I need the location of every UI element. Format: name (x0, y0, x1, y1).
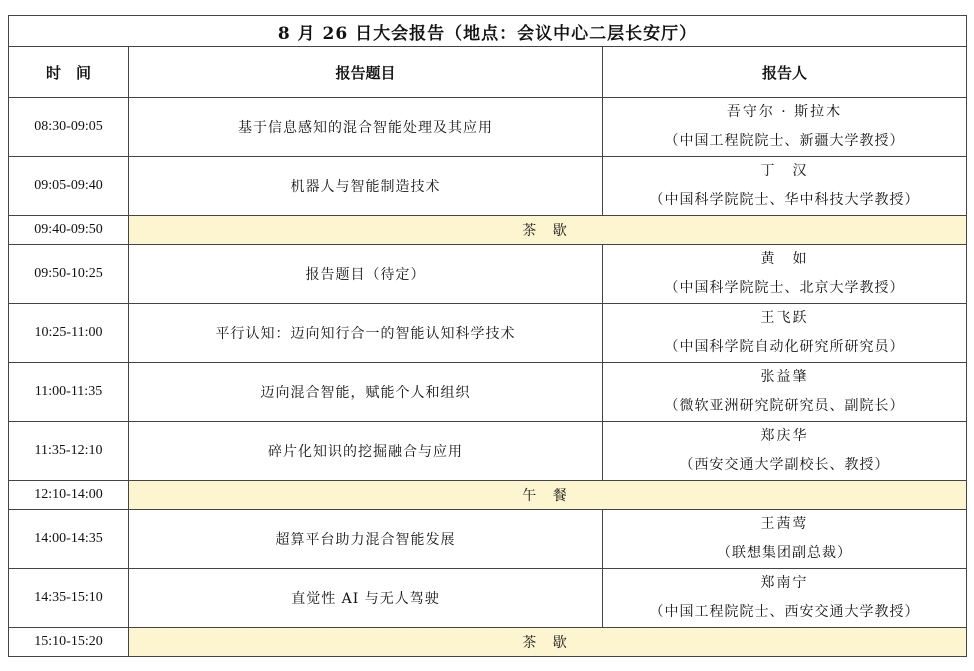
speaker-name: 郑庆华 (760, 428, 809, 444)
time-cell: 08:30-09:05 (9, 98, 129, 157)
speaker-cell (603, 363, 967, 422)
header-time: 时 间 (9, 47, 129, 98)
speaker-cell (603, 569, 967, 628)
topic-cell: 报告题目（待定） (129, 245, 603, 304)
header-topic: 报告题目 (129, 47, 603, 98)
speaker-affiliation: （中国工程院院士、西安交通大学教授） (649, 604, 920, 620)
break-row (9, 216, 967, 245)
header-speaker: 报告人 (603, 47, 967, 98)
time-cell: 09:40-09:50 (9, 216, 129, 245)
time-cell: 14:35-15:10 (9, 569, 129, 628)
speaker-cell (603, 304, 967, 363)
topic-cell: 平行认知：迈向知行合一的智能认知科学技术 (129, 304, 603, 363)
speaker-cell (603, 510, 967, 569)
speaker-affiliation: （中国科学院院士、北京大学教授） (664, 280, 905, 296)
table-row (9, 510, 967, 569)
break-row (9, 628, 967, 657)
speaker-name: 王飞跃 (760, 310, 809, 326)
speaker-name: 王茜莺 (760, 516, 809, 532)
time-cell: 09:50-10:25 (9, 245, 129, 304)
topic-cell: 超算平台助力混合智能发展 (129, 510, 603, 569)
topic-cell: 迈向混合智能，赋能个人和组织 (129, 363, 603, 422)
table-row (9, 569, 967, 628)
topic-cell: 基于信息感知的混合智能处理及其应用 (129, 98, 603, 157)
time-cell: 09:05-09:40 (9, 157, 129, 216)
time-cell: 10:25-11:00 (9, 304, 129, 363)
topic-cell: 碎片化知识的挖掘融合与应用 (129, 422, 603, 481)
time-cell: 11:00-11:35 (9, 363, 129, 422)
speaker-cell (603, 157, 967, 216)
table-row (9, 304, 967, 363)
header-row (9, 47, 967, 98)
speaker-affiliation: （西安交通大学副校长、教授） (679, 457, 890, 473)
table-row (9, 98, 967, 157)
speaker-affiliation: （中国工程院院士、新疆大学教授） (664, 133, 905, 149)
topic-cell: 直觉性 AI 与无人驾驶 (129, 569, 603, 628)
break-label: 茶 歇 (129, 628, 967, 657)
time-cell: 14:00-14:35 (9, 510, 129, 569)
speaker-name: 丁 汉 (760, 163, 809, 179)
speaker-name: 郑南宁 (760, 575, 809, 591)
schedule-table (8, 15, 967, 657)
speaker-affiliation: （联想集团副总裁） (717, 545, 852, 561)
time-cell: 11:35-12:10 (9, 422, 129, 481)
schedule-sheet (8, 15, 966, 665)
topic-cell: 机器人与智能制造技术 (129, 157, 603, 216)
time-cell: 12:10-14:00 (9, 481, 129, 510)
speaker-cell (603, 245, 967, 304)
speaker-affiliation: （微软亚洲研究院研究员、副院长） (664, 398, 905, 414)
time-cell: 15:10-15:20 (9, 628, 129, 657)
speaker-name: 吾守尔 · 斯拉木 (726, 104, 843, 120)
break-label: 茶 歇 (129, 216, 967, 245)
speaker-name: 黄 如 (760, 251, 809, 267)
table-row (9, 245, 967, 304)
table-row (9, 363, 967, 422)
title-row (9, 16, 967, 47)
break-label: 午 餐 (129, 481, 967, 510)
break-row (9, 481, 967, 510)
speaker-cell (603, 98, 967, 157)
table-title: 8 月 26 日大会报告（地点：会议中心二层长安厅） (9, 16, 967, 47)
table-row (9, 422, 967, 481)
speaker-affiliation: （中国科学院自动化研究所研究员） (664, 339, 905, 355)
speaker-name: 张益肇 (760, 369, 809, 385)
speaker-cell (603, 422, 967, 481)
speaker-affiliation: （中国科学院院士、华中科技大学教授） (649, 192, 920, 208)
table-row (9, 157, 967, 216)
